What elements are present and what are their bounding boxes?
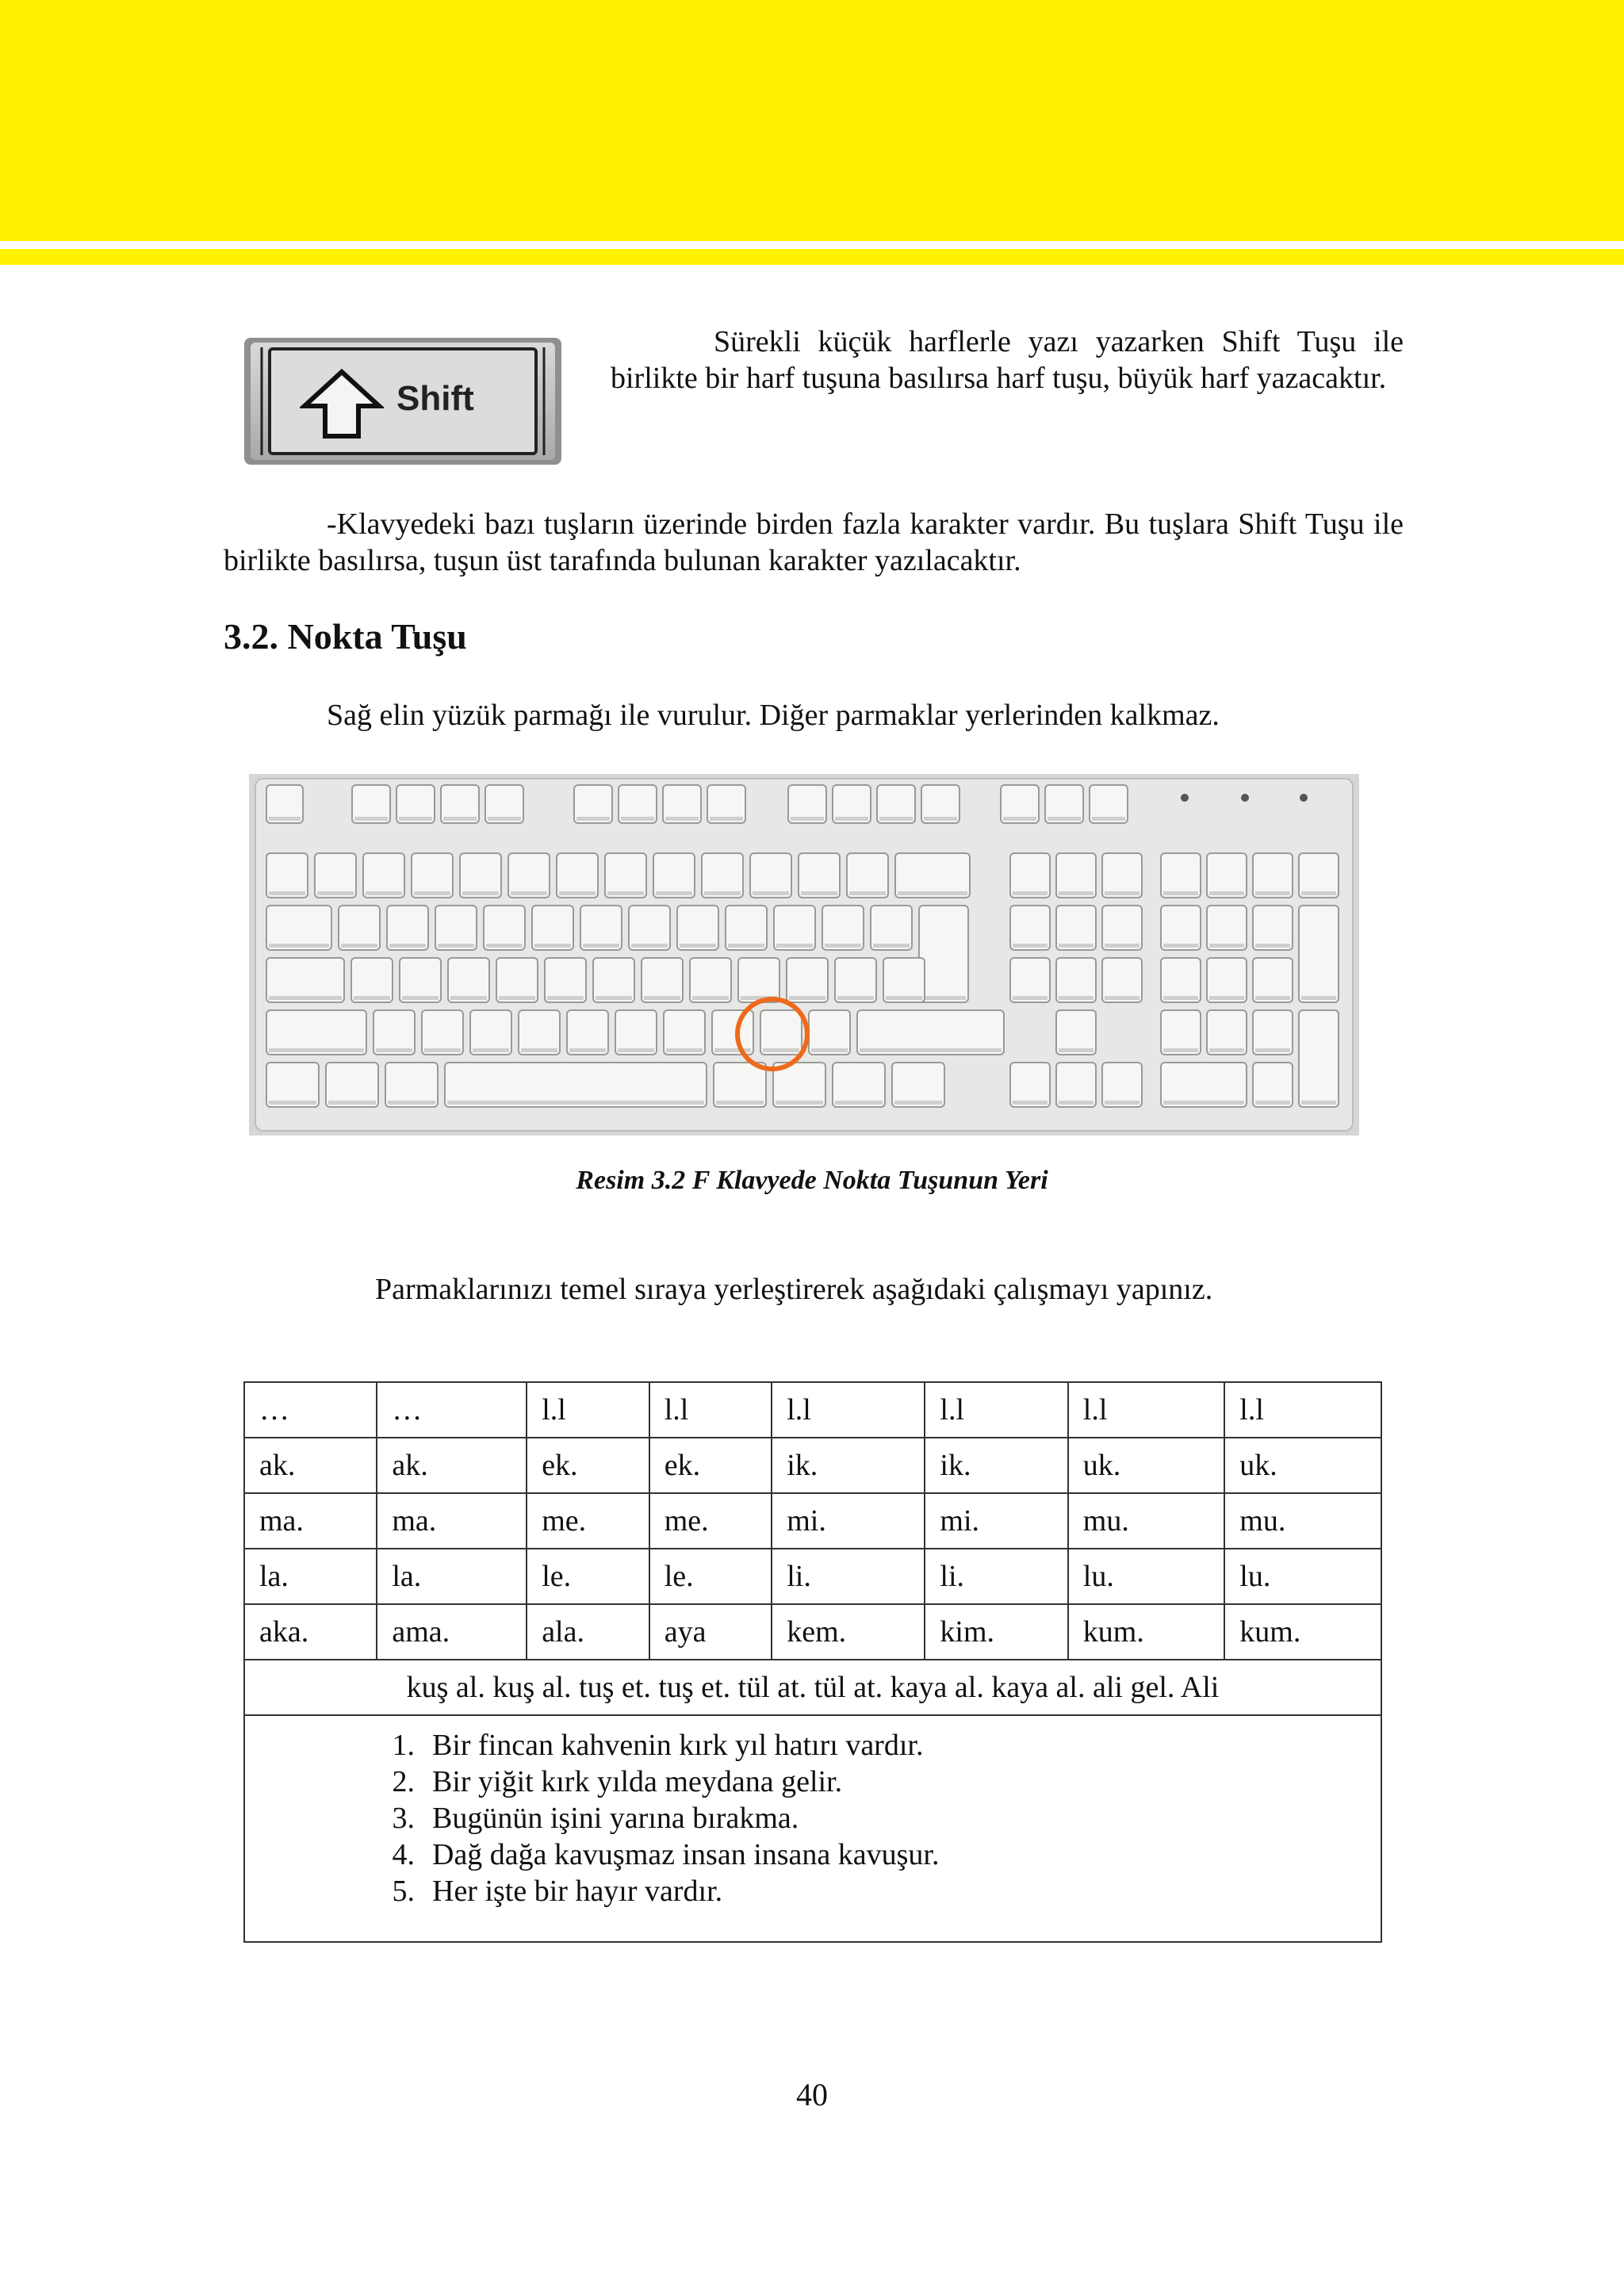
proverb-list xyxy=(245,1727,1381,1909)
keyboard-key-shadow xyxy=(269,817,301,821)
keyboard-key xyxy=(1299,906,1339,1002)
keyboard-key-shadow xyxy=(1105,891,1139,895)
keyboard-key xyxy=(1010,853,1050,898)
keyboard-key xyxy=(387,906,428,950)
keyboard-key-shadow xyxy=(1255,996,1290,1000)
keyboard-key-shadow xyxy=(1059,891,1094,895)
table-cell: mu. xyxy=(1224,1493,1381,1549)
keyboard-key xyxy=(1102,906,1142,950)
drill-table xyxy=(243,1381,1382,1943)
keyboard-key xyxy=(629,906,670,950)
keyboard-key-shadow xyxy=(388,1101,435,1105)
keyboard-key xyxy=(1056,958,1096,1002)
keyboard-key xyxy=(1056,1063,1096,1107)
keyboard-key-shadow xyxy=(547,996,584,1000)
table-cell: ama. xyxy=(377,1604,527,1660)
list-item xyxy=(364,1873,1381,1909)
keyboard-key xyxy=(508,853,550,898)
table-cell: me. xyxy=(649,1493,772,1549)
keyboard-key xyxy=(351,958,393,1002)
keyboard-key-shadow xyxy=(269,1101,316,1105)
keyboard-key-shadow xyxy=(873,944,910,948)
keyboard-key xyxy=(714,1063,766,1107)
keyboard-key xyxy=(799,853,840,898)
keyboard-key xyxy=(567,1010,608,1055)
keyboard-key xyxy=(1253,853,1293,898)
table-cell: aka. xyxy=(244,1604,377,1660)
table-cell: li. xyxy=(772,1549,925,1604)
keyboard-key-shadow xyxy=(924,817,957,821)
table-cell: kem. xyxy=(772,1604,925,1660)
keyboard-key xyxy=(726,906,767,950)
keyboard-key xyxy=(445,1063,707,1107)
keyboard-key xyxy=(315,853,356,898)
keyboard-key xyxy=(1161,1063,1247,1107)
keyboard-key-shadow xyxy=(710,817,743,821)
keyboard-key-shadow xyxy=(596,996,632,1000)
keyboard-key-shadow xyxy=(753,891,789,895)
table-cell: l.l xyxy=(1068,1382,1225,1438)
keyboard-key xyxy=(385,1063,438,1107)
keyboard-key-shadow xyxy=(837,996,874,1000)
keyboard-key xyxy=(895,853,970,898)
keyboard-key xyxy=(774,906,815,950)
keyboard-key xyxy=(496,958,538,1002)
keyboard-key-shadow xyxy=(860,1048,1002,1052)
keyboard-key-shadow xyxy=(488,817,521,821)
table-cell: kim. xyxy=(925,1604,1067,1660)
keyboard-key-shadow xyxy=(473,1048,509,1052)
keyboard-key xyxy=(809,1010,850,1055)
table-cell: le. xyxy=(649,1549,772,1604)
keyboard-key-shadow xyxy=(1301,1101,1336,1105)
keyboard-key-shadow xyxy=(499,996,535,1000)
keyboard-key-shadow xyxy=(791,817,824,821)
keyboard-key-shadow xyxy=(1255,891,1290,895)
keyboard-key-shadow xyxy=(849,891,886,895)
keyboard-key xyxy=(664,1010,705,1055)
keyboard-key xyxy=(460,853,501,898)
table-cell: ek. xyxy=(649,1438,772,1493)
table-cell: ala. xyxy=(527,1604,649,1660)
exercise-instruction: Parmaklarınızı temel sıraya yerleştirerek aşağıdaki çalışmayı yapınız. xyxy=(375,1273,1213,1306)
table-cell: kum. xyxy=(1068,1604,1225,1660)
keyboard-key xyxy=(580,906,622,950)
keyboard-key xyxy=(1010,906,1050,950)
keyboard-key xyxy=(339,906,380,950)
keyboard-key-shadow xyxy=(1255,944,1290,948)
table-row xyxy=(244,1715,1381,1942)
keyboard-key xyxy=(1056,906,1096,950)
keyboard-key-shadow xyxy=(366,891,402,895)
table-cell: … xyxy=(377,1382,527,1438)
keyboard-key xyxy=(690,958,731,1002)
keyboard-key xyxy=(373,1010,415,1055)
keyboard-key xyxy=(1161,853,1201,898)
keyboard-key-shadow xyxy=(728,944,764,948)
keyboard-key xyxy=(435,906,477,950)
keyboard-key-shadow xyxy=(583,944,619,948)
keyboard-key xyxy=(1161,1010,1201,1055)
proverb-number: 1. xyxy=(392,1729,415,1762)
figure-caption: Resim 3.2 F Klavyede Nokta Tuşunun Yeri xyxy=(576,1166,1048,1195)
keyboard-key xyxy=(822,906,864,950)
keyboard-key-shadow xyxy=(704,891,741,895)
keyboard-key xyxy=(712,1010,753,1055)
table-row xyxy=(244,1382,1381,1438)
keyboard-key-shadow xyxy=(402,996,439,1000)
table-row xyxy=(244,1660,1381,1715)
keyboard-key xyxy=(1056,1010,1096,1055)
keyboard-key-shadow xyxy=(656,891,692,895)
keyboard-key-shadow xyxy=(317,891,354,895)
keyboard-key-shadow xyxy=(665,817,699,821)
keyboard-key-shadow xyxy=(569,1048,606,1052)
keyboard-key-shadow xyxy=(776,944,813,948)
keyboard-key xyxy=(1010,958,1050,1002)
proverb-text: Bir yiğit kırk yılda meydana gelir. xyxy=(432,1765,843,1798)
table-cell: ak. xyxy=(377,1438,527,1493)
keyboard-key xyxy=(400,958,441,1002)
page-number: 40 xyxy=(796,2077,828,2112)
table-cell: ik. xyxy=(925,1438,1067,1493)
keyboard-key xyxy=(1102,853,1142,898)
keyboard-key-shadow xyxy=(1105,996,1139,1000)
keyboard-key-shadow xyxy=(1163,1101,1244,1105)
keyboard-key xyxy=(1207,1010,1247,1055)
proverb-text: Dağ dağa kavuşmaz insan insana kavuşur. xyxy=(432,1838,940,1871)
keyboard-key-shadow xyxy=(1163,944,1198,948)
table-cell: ma. xyxy=(244,1493,377,1549)
table-cell: l.l xyxy=(1224,1382,1381,1438)
proverb-number: 3. xyxy=(392,1802,415,1835)
proverb-cell xyxy=(244,1715,1381,1942)
keyboard-key xyxy=(266,958,344,1002)
keyboard-key xyxy=(1299,1010,1339,1107)
proverb-number: 2. xyxy=(392,1765,415,1798)
keyboard-key-shadow xyxy=(341,944,377,948)
proverb-text: Bugünün işini yarına bırakma. xyxy=(432,1802,799,1835)
shift-key-image xyxy=(243,336,563,466)
keyboard-key-shadow xyxy=(776,1101,823,1105)
keyboard-key-shadow xyxy=(328,1101,376,1105)
table-cell: ma. xyxy=(377,1493,527,1549)
keyboard-key xyxy=(1102,958,1142,1002)
keyboard-key-shadow xyxy=(1013,996,1048,1000)
keyboard-key xyxy=(266,1010,366,1055)
keyboard-key-shadow xyxy=(666,1048,703,1052)
keyboard-key-shadow xyxy=(835,817,868,821)
keyboard-key-shadow xyxy=(438,944,474,948)
keyboard-key xyxy=(484,906,525,950)
table-cell: l.l xyxy=(649,1382,772,1438)
proverb-text: Bir fincan kahvenin kırk yıl hatırı vardır. xyxy=(432,1729,924,1762)
proverb-number: 5. xyxy=(392,1875,415,1908)
keyboard-key-shadow xyxy=(447,1101,704,1105)
keyboard-key-shadow xyxy=(644,996,680,1000)
keyboard-key xyxy=(557,853,598,898)
keyboard-key-shadow xyxy=(424,1048,461,1052)
table-cell: mu. xyxy=(1068,1493,1225,1549)
keyboard-key xyxy=(1207,853,1247,898)
table-cell: … xyxy=(244,1382,377,1438)
finger-instruction: Sağ elin yüzük parmağı ile vurulur. Diğer parmaklar yerlerinden kalkmaz. xyxy=(327,699,1220,732)
table-cell: lu. xyxy=(1068,1549,1225,1604)
table-cell: li. xyxy=(925,1549,1067,1604)
list-item xyxy=(364,1727,1381,1764)
keyboard-key xyxy=(593,958,634,1002)
keyboard-key xyxy=(760,1010,802,1055)
keyboard-key xyxy=(1207,958,1247,1002)
keyboard-key-shadow xyxy=(886,996,922,1000)
table-cell: lu. xyxy=(1224,1549,1381,1604)
keyboard-key xyxy=(787,958,828,1002)
keyboard-key-shadow xyxy=(811,1048,848,1052)
keyboard-key-shadow xyxy=(521,1048,557,1052)
keyboard-key-shadow xyxy=(1163,1048,1198,1052)
keyboard-key xyxy=(833,1063,885,1107)
keyboard-key-shadow xyxy=(921,996,966,1000)
keyboard-key xyxy=(702,853,743,898)
table-cell: la. xyxy=(244,1549,377,1604)
keyboard-key xyxy=(266,853,308,898)
keyboard-key-shadow xyxy=(1105,1101,1139,1105)
keyboard-key xyxy=(847,853,888,898)
keyboard-key xyxy=(448,958,489,1002)
keyboard-key-shadow xyxy=(576,817,610,821)
keyboard-key-shadow xyxy=(559,891,596,895)
table-row xyxy=(244,1493,1381,1549)
keyboard-key xyxy=(857,1010,1004,1055)
table-cell: aya xyxy=(649,1604,772,1660)
keyboard-key-shadow xyxy=(462,891,499,895)
table-cell: l.l xyxy=(527,1382,649,1438)
keyboard-key-shadow xyxy=(825,944,861,948)
keyboard-key-shadow xyxy=(354,996,390,1000)
table-cell: uk. xyxy=(1068,1438,1225,1493)
keyboard-key xyxy=(1102,1063,1142,1107)
table-cell: mi. xyxy=(772,1493,925,1549)
keyboard-key xyxy=(1299,853,1339,898)
keyboard-key-shadow xyxy=(1163,996,1198,1000)
sentence-cell: kuş al. kuş al. tuş et. tuş et. tül at. tül at. kaya al. kaya al. ali gel. Ali xyxy=(244,1660,1381,1715)
keyboard-key-shadow xyxy=(450,996,487,1000)
header-stripe xyxy=(0,249,1624,265)
keyboard-key xyxy=(326,1063,378,1107)
keyboard-key-shadow xyxy=(534,944,571,948)
table-cell: ek. xyxy=(527,1438,649,1493)
keyboard-key xyxy=(422,1010,463,1055)
keyboard-key-shadow xyxy=(716,1101,764,1105)
keyboard-key-shadow xyxy=(1059,1048,1094,1052)
keyboard-key-shadow xyxy=(269,996,342,1000)
keyboard-key xyxy=(1207,906,1247,950)
section-title: 3.2. Nokta Tuşu xyxy=(224,616,467,657)
keyboard-key-shadow xyxy=(389,944,426,948)
keyboard-key xyxy=(1253,1063,1293,1107)
keyboard-key-shadow xyxy=(1301,891,1336,895)
keyboard-key-shadow xyxy=(1255,1101,1290,1105)
keyboard-key-shadow xyxy=(1092,817,1125,821)
keyboard-key-shadow xyxy=(618,1048,654,1052)
list-item xyxy=(364,1764,1381,1800)
keyboard-key xyxy=(615,1010,657,1055)
keyboard-key-shadow xyxy=(763,1048,799,1052)
keyboard-key-shadow xyxy=(1013,891,1048,895)
keyboard-key-shadow xyxy=(1163,891,1198,895)
keyboard-key xyxy=(919,906,968,1002)
table-cell: ik. xyxy=(772,1438,925,1493)
keyboard-key-shadow xyxy=(1059,996,1094,1000)
keyboard-key-shadow xyxy=(898,891,967,895)
keyboard-key-shadow xyxy=(835,1101,883,1105)
keyboard-key-shadow xyxy=(879,817,913,821)
keyboard-key xyxy=(1253,958,1293,1002)
keyboard-key xyxy=(266,1063,319,1107)
keyboard-key-shadow xyxy=(1003,817,1036,821)
keyboard-key xyxy=(470,1010,511,1055)
keyboard-image xyxy=(249,774,1359,1136)
table-cell: mi. xyxy=(925,1493,1067,1549)
table-row xyxy=(244,1549,1381,1604)
keyboard-key xyxy=(532,906,573,950)
keyboard-key xyxy=(363,853,404,898)
table-row xyxy=(244,1438,1381,1493)
keyboard-key xyxy=(642,958,683,1002)
table-cell: uk. xyxy=(1224,1438,1381,1493)
keyboard-key-shadow xyxy=(621,817,654,821)
keyboard-key-shadow xyxy=(1209,1048,1244,1052)
list-item xyxy=(364,1836,1381,1873)
keyboard-key xyxy=(1253,1010,1293,1055)
keyboard-key-shadow xyxy=(376,1048,412,1052)
table-cell: la. xyxy=(377,1549,527,1604)
keyboard-key-shadow xyxy=(714,1048,751,1052)
keyboard-key-shadow xyxy=(486,944,523,948)
keyboard-key xyxy=(266,906,331,950)
keyboard-key-shadow xyxy=(1209,891,1244,895)
shift-key-label: Shift xyxy=(396,379,474,418)
keyboard-key-shadow xyxy=(269,891,305,895)
keyboard-key-shadow xyxy=(631,944,668,948)
table-cell: l.l xyxy=(772,1382,925,1438)
keyboard-key-shadow xyxy=(607,891,644,895)
keyboard-key-shadow xyxy=(692,996,729,1000)
keyboard-key-shadow xyxy=(354,817,388,821)
keyboard-key xyxy=(738,958,779,1002)
keyboard-key xyxy=(1056,853,1096,898)
table-cell: l.l xyxy=(925,1382,1067,1438)
keyboard-key-shadow xyxy=(1255,1048,1290,1052)
keyboard-key xyxy=(750,853,791,898)
keyboard-key-shadow xyxy=(443,817,477,821)
header-band xyxy=(0,0,1624,241)
keyboard-key xyxy=(1161,958,1201,1002)
table-row xyxy=(244,1604,1381,1660)
list-item xyxy=(364,1800,1381,1836)
keyboard-key-shadow xyxy=(1209,996,1244,1000)
keyboard-key-shadow xyxy=(801,891,837,895)
keyboard-key-shadow xyxy=(511,891,547,895)
table-cell: ak. xyxy=(244,1438,377,1493)
table-cell: me. xyxy=(527,1493,649,1549)
keyboard-key-shadow xyxy=(680,944,716,948)
up-arrow-icon xyxy=(300,368,384,439)
keyboard-key xyxy=(871,906,912,950)
keyboard-key-shadow xyxy=(1059,1101,1094,1105)
keyboard-key xyxy=(605,853,646,898)
keyboard-key xyxy=(883,958,925,1002)
keyboard-paragraph: -Klavyedeki bazı tuşların üzerinde birden fazla karakter vardır. Bu tuşlara Shift Tuşu ile birlikte basılırsa, tuşun üst tarafında bulunan karakter yazılacaktır. xyxy=(224,507,1404,577)
keyboard-key xyxy=(892,1063,944,1107)
keyboard-key-shadow xyxy=(1209,944,1244,948)
keyboard-key xyxy=(677,906,718,950)
keyboard-key-shadow xyxy=(1013,944,1048,948)
keyboard-key-shadow xyxy=(1048,817,1081,821)
keyboard-key xyxy=(1253,906,1293,950)
keyboard-key-shadow xyxy=(1059,944,1094,948)
proverb-number: 4. xyxy=(392,1838,415,1871)
keyboard-key-shadow xyxy=(1301,996,1336,1000)
keyboard-key xyxy=(412,853,453,898)
intro-paragraph: Sürekli küçük harflerle yazı yazarken Shift Tuşu ile birlikte bir harf tuşuna basılırsa harf tuşu, büyük harf yazacaktır. xyxy=(611,325,1404,395)
keyboard-key-shadow xyxy=(414,891,450,895)
table-cell: le. xyxy=(527,1549,649,1604)
keyboard-key xyxy=(835,958,876,1002)
keyboard-key xyxy=(519,1010,560,1055)
keyboard-key-shadow xyxy=(1105,944,1139,948)
keyboard-key xyxy=(1010,1063,1050,1107)
keyboard-key-shadow xyxy=(894,1101,942,1105)
keyboard-key-shadow xyxy=(789,996,825,1000)
keyboard-key xyxy=(653,853,695,898)
keyboard-key xyxy=(545,958,586,1002)
keyboard-key-shadow xyxy=(269,1048,364,1052)
keyboard-key xyxy=(1161,906,1201,950)
keyboard-key-shadow xyxy=(1013,1101,1048,1105)
proverb-text: Her işte bir hayır vardır. xyxy=(432,1875,723,1908)
keyboard-key-shadow xyxy=(269,944,329,948)
keyboard-key-shadow xyxy=(399,817,432,821)
table-cell: kum. xyxy=(1224,1604,1381,1660)
